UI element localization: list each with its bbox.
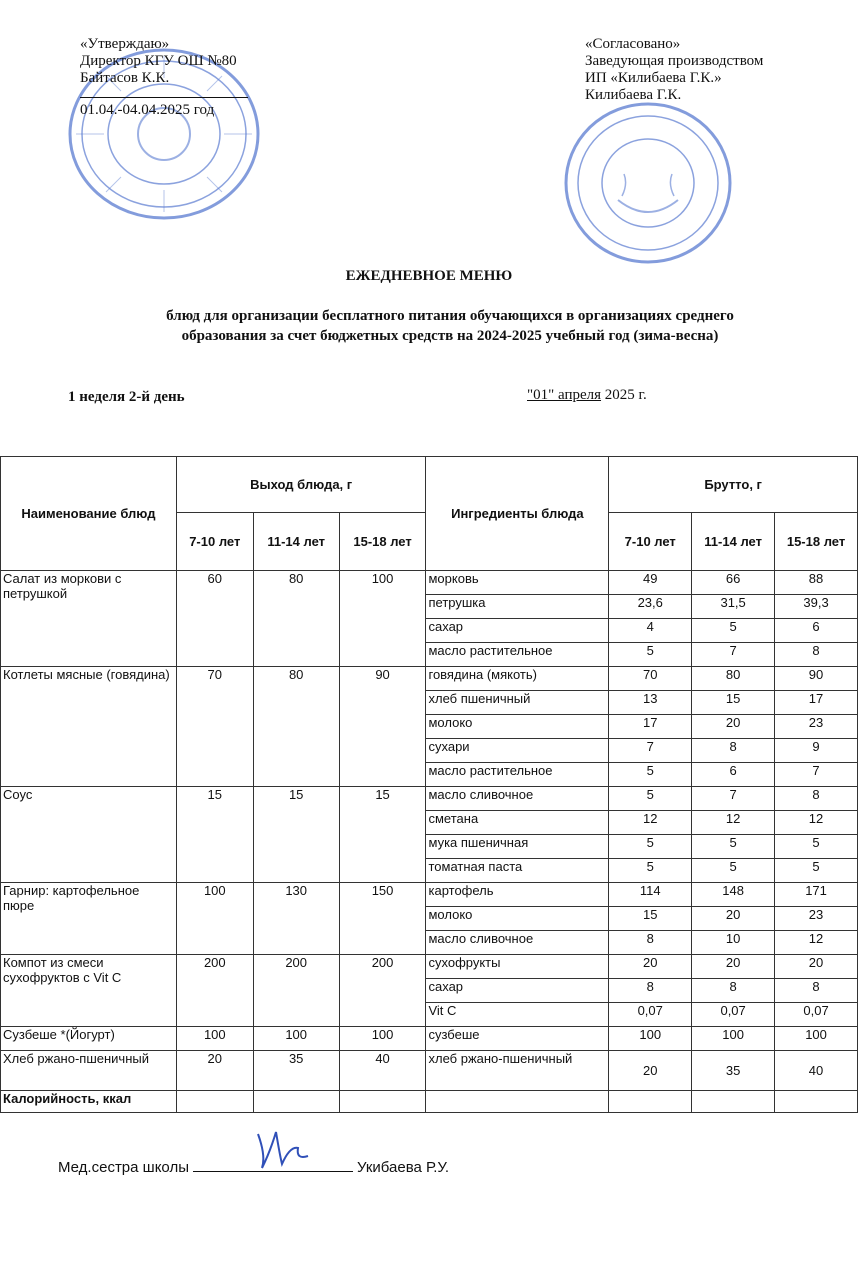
dish-output-value: 70 <box>176 667 253 787</box>
ingredient-gross-value: 100 <box>775 1027 858 1051</box>
ingredient-gross-value: 100 <box>609 1027 692 1051</box>
ingredient-gross-value: 12 <box>692 811 775 835</box>
ingredient-gross-value: 7 <box>692 643 775 667</box>
ingredient-gross-value: 8 <box>775 787 858 811</box>
ingredient-gross-value: 39,3 <box>775 595 858 619</box>
table-row <box>1 1051 858 1091</box>
dish-output-value: 15 <box>176 787 253 883</box>
dish-output-value: 100 <box>253 1027 339 1051</box>
ingredient-gross-value: 5 <box>609 643 692 667</box>
header-gross: Брутто, г <box>609 457 858 513</box>
ingredient-name: петрушка <box>426 595 609 619</box>
ingredient-gross-value: 5 <box>609 835 692 859</box>
dish-output-value: 200 <box>339 955 426 1027</box>
dish-output-value: 15 <box>339 787 426 883</box>
dish-output-value: 200 <box>253 955 339 1027</box>
ingredient-gross-value: 80 <box>692 667 775 691</box>
agreement-position: Заведующая производством <box>585 53 764 69</box>
ingredient-name: сузбеше <box>426 1027 609 1051</box>
ingredient-gross-value: 20 <box>692 955 775 979</box>
ingredient-gross-value: 23 <box>775 715 858 739</box>
dish-output-value: 35 <box>253 1051 339 1091</box>
ingredient-gross-value: 5 <box>692 859 775 883</box>
nurse-signature-scribble <box>252 1126 312 1172</box>
ingredient-name: масло растительное <box>426 643 609 667</box>
dish-output-value: 150 <box>339 883 426 955</box>
ingredient-gross-value: 20 <box>609 1051 692 1091</box>
ingredient-gross-value: 6 <box>775 619 858 643</box>
company-seal-right <box>562 100 734 266</box>
dish-name: Котлеты мясные (говядина) <box>1 667 177 787</box>
ingredient-name: мука пшеничная <box>426 835 609 859</box>
dish-output-value: 100 <box>339 571 426 667</box>
ingredient-name: хлеб ржано-пшеничный <box>426 1051 609 1091</box>
menu-table <box>0 456 858 1113</box>
dish-name: Салат из моркови с петрушкой <box>1 571 177 667</box>
dish-name: Сузбеше *(Йогурт) <box>1 1027 177 1051</box>
dish-output-value: 100 <box>339 1027 426 1051</box>
table-foot <box>1 1091 858 1113</box>
calories-cell <box>775 1091 858 1113</box>
header-ingredients: Ингредиенты блюда <box>426 457 609 571</box>
ingredient-gross-value: 15 <box>609 907 692 931</box>
table-head <box>1 457 858 571</box>
dish-output-value: 100 <box>176 883 253 955</box>
ingredient-gross-value: 148 <box>692 883 775 907</box>
dish-output-value: 40 <box>339 1051 426 1091</box>
ingredient-name: сметана <box>426 811 609 835</box>
ingredient-gross-value: 23,6 <box>609 595 692 619</box>
ingredient-gross-value: 20 <box>609 955 692 979</box>
ingredient-gross-value: 6 <box>692 763 775 787</box>
table-row <box>1 955 858 979</box>
ingredient-gross-value: 90 <box>775 667 858 691</box>
ingredient-gross-value: 70 <box>609 667 692 691</box>
agreement-name: Килибаева Г.К. <box>585 87 682 103</box>
dish-name: Гарнир: картофельное пюре <box>1 883 177 955</box>
ingredient-gross-value: 171 <box>775 883 858 907</box>
ingredient-name: масло сливочное <box>426 931 609 955</box>
ingredient-name: молоко <box>426 907 609 931</box>
ingredient-gross-value: 8 <box>692 979 775 1003</box>
ingredient-name: масло сливочное <box>426 787 609 811</box>
dish-name: Компот из смеси сухофруктов с Vit C <box>1 955 177 1027</box>
dish-output-value: 90 <box>339 667 426 787</box>
header-output-age-15-18: 15-18 лет <box>339 513 426 571</box>
header-output-age-11-14: 11-14 лет <box>253 513 339 571</box>
dish-name: Соус <box>1 787 177 883</box>
date-year: 2025 г. <box>601 387 647 403</box>
date-day-month: "01" апреля <box>527 387 602 403</box>
menu-date <box>527 387 647 404</box>
approver-position: Директор КГУ ОШ №80 <box>80 53 237 69</box>
header-gross-age-11-14: 11-14 лет <box>692 513 775 571</box>
document-subtitle <box>100 306 800 346</box>
ingredient-gross-value: 40 <box>775 1051 858 1091</box>
header-gross-age-15-18: 15-18 лет <box>775 513 858 571</box>
ingredient-gross-value: 7 <box>692 787 775 811</box>
ingredient-name: томатная паста <box>426 859 609 883</box>
table-row <box>1 571 858 595</box>
ingredient-gross-value: 8 <box>609 979 692 1003</box>
ingredient-gross-value: 5 <box>692 835 775 859</box>
approval-period: 01.04.-04.04.2025 год <box>80 102 215 118</box>
ingredient-gross-value: 5 <box>692 619 775 643</box>
week-day: 1 неделя 2-й день <box>68 389 185 405</box>
ingredient-gross-value: 13 <box>609 691 692 715</box>
ingredient-gross-value: 20 <box>775 955 858 979</box>
agreement-organization: ИП «Килибаева Г.К.» <box>585 70 722 86</box>
ingredient-gross-value: 4 <box>609 619 692 643</box>
ingredient-gross-value: 9 <box>775 739 858 763</box>
ingredient-gross-value: 35 <box>692 1051 775 1091</box>
calories-label: Калорийность, ккал <box>1 1091 177 1113</box>
approval-block <box>80 36 280 119</box>
table-row <box>1 1027 858 1051</box>
header-output-age-7-10: 7-10 лет <box>176 513 253 571</box>
ingredient-gross-value: 100 <box>692 1027 775 1051</box>
header-output: Выход блюда, г <box>176 457 426 513</box>
ingredient-gross-value: 66 <box>692 571 775 595</box>
subtitle-line-2: образования за счет бюджетных средств на 2024-2025 учебный год (зима-весна) <box>181 328 719 344</box>
ingredient-gross-value: 5 <box>775 835 858 859</box>
calories-cell <box>692 1091 775 1113</box>
ingredient-name: хлеб пшеничный <box>426 691 609 715</box>
approval-heading: «Утверждаю» <box>80 36 170 52</box>
ingredient-gross-value: 23 <box>775 907 858 931</box>
nurse-name: Укибаева Р.У. <box>356 1159 450 1176</box>
ingredient-gross-value: 15 <box>692 691 775 715</box>
dish-output-value: 80 <box>253 571 339 667</box>
calories-cell <box>609 1091 692 1113</box>
table-body <box>1 571 858 1091</box>
ingredient-gross-value: 114 <box>609 883 692 907</box>
nurse-label: Мед.сестра школы <box>58 1159 189 1176</box>
ingredient-gross-value: 7 <box>775 763 858 787</box>
calories-cell <box>176 1091 253 1113</box>
ingredient-gross-value: 7 <box>609 739 692 763</box>
ingredient-name: Vit C <box>426 1003 609 1027</box>
ingredient-name: сухофрукты <box>426 955 609 979</box>
ingredient-gross-value: 49 <box>609 571 692 595</box>
document-title: ЕЖЕДНЕВНОЕ МЕНЮ <box>345 268 513 284</box>
ingredient-name: сухари <box>426 739 609 763</box>
approver-name: Байтасов К.К. <box>80 70 170 86</box>
ingredient-gross-value: 8 <box>692 739 775 763</box>
agreement-heading: «Согласовано» <box>585 36 681 52</box>
ingredient-gross-value: 20 <box>692 715 775 739</box>
calories-cell <box>253 1091 339 1113</box>
ingredient-name: масло растительное <box>426 763 609 787</box>
ingredient-gross-value: 12 <box>775 931 858 955</box>
dish-output-value: 130 <box>253 883 339 955</box>
ingredient-name: молоко <box>426 715 609 739</box>
ingredient-gross-value: 0,07 <box>609 1003 692 1027</box>
calories-cell <box>426 1091 609 1113</box>
signature-line <box>80 87 248 98</box>
ingredient-gross-value: 12 <box>609 811 692 835</box>
calories-cell <box>339 1091 426 1113</box>
ingredient-gross-value: 8 <box>775 979 858 1003</box>
ingredient-gross-value: 12 <box>775 811 858 835</box>
dish-output-value: 80 <box>253 667 339 787</box>
ingredient-gross-value: 17 <box>775 691 858 715</box>
ingredient-gross-value: 5 <box>609 859 692 883</box>
header-gross-age-7-10: 7-10 лет <box>609 513 692 571</box>
dish-output-value: 60 <box>176 571 253 667</box>
table-row <box>1 787 858 811</box>
ingredient-name: говядина (мякоть) <box>426 667 609 691</box>
ingredient-name: сахар <box>426 979 609 1003</box>
ingredient-gross-value: 5 <box>609 787 692 811</box>
table-row <box>1 883 858 907</box>
ingredient-name: морковь <box>426 571 609 595</box>
ingredient-gross-value: 5 <box>775 859 858 883</box>
header-dish-name: Наименование блюд <box>1 457 177 571</box>
ingredient-gross-value: 8 <box>609 931 692 955</box>
dish-name: Хлеб ржано-пшеничный <box>1 1051 177 1091</box>
ingredient-name: сахар <box>426 619 609 643</box>
ingredient-gross-value: 0,07 <box>775 1003 858 1027</box>
agreement-block <box>585 36 825 104</box>
dish-output-value: 15 <box>253 787 339 883</box>
dish-output-value: 20 <box>176 1051 253 1091</box>
ingredient-gross-value: 0,07 <box>692 1003 775 1027</box>
ingredient-gross-value: 31,5 <box>692 595 775 619</box>
subtitle-line-1: блюд для организации бесплатного питания обучающихся в организациях среднего <box>166 308 734 324</box>
ingredient-name: картофель <box>426 883 609 907</box>
dish-output-value: 200 <box>176 955 253 1027</box>
ingredient-gross-value: 8 <box>775 643 858 667</box>
ingredient-gross-value: 5 <box>609 763 692 787</box>
ingredient-gross-value: 20 <box>692 907 775 931</box>
ingredient-gross-value: 10 <box>692 931 775 955</box>
table-row <box>1 667 858 691</box>
ingredient-gross-value: 88 <box>775 571 858 595</box>
dish-output-value: 100 <box>176 1027 253 1051</box>
ingredient-gross-value: 17 <box>609 715 692 739</box>
